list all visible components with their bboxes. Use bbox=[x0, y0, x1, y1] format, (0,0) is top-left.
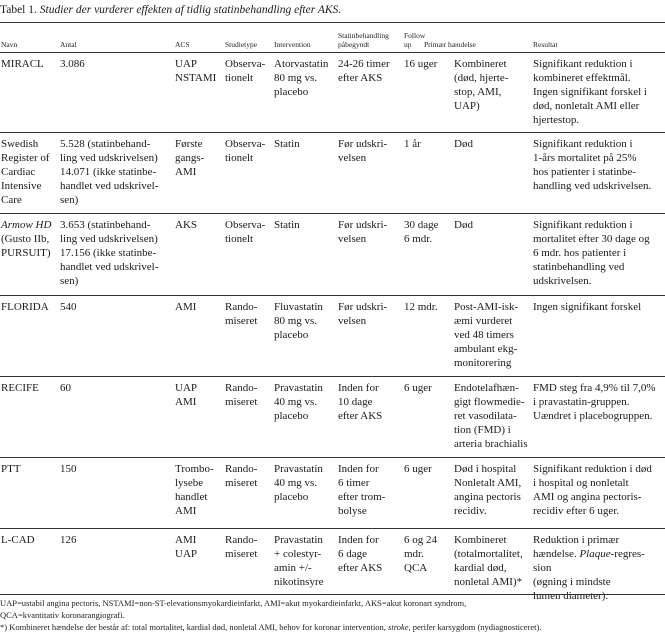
row-recife-navn: RECIFE bbox=[1, 382, 39, 394]
row-ptt-follow: 6 uger bbox=[404, 463, 432, 475]
row-lcad-studietype: Rando- miseret bbox=[225, 534, 258, 560]
row-lcad-statin: Inden for 6 dage efter AKS bbox=[338, 534, 383, 574]
row-florida-studietype: Rando- miseret bbox=[225, 301, 258, 327]
row-divider bbox=[0, 213, 665, 214]
row-armow-studietype: Observa- tionelt bbox=[225, 219, 266, 245]
row-swedish-navn: Swedish Register of Cardiac Intensive Care bbox=[1, 138, 50, 206]
row-florida-follow: 12 mdr. bbox=[404, 301, 438, 313]
header-primaer: Primær hændelse bbox=[424, 40, 476, 49]
row-divider bbox=[0, 528, 665, 529]
row-miracl-acs: UAP NSTAMI bbox=[175, 58, 217, 84]
row-swedish-follow: 1 år bbox=[404, 138, 421, 150]
header-studietype: Studietype bbox=[225, 40, 258, 49]
footnote-abbreviations-2: QCA=kvantitativ koronarangiografi. bbox=[0, 610, 125, 620]
row-swedish-primaer: Død bbox=[454, 138, 473, 150]
row-lcad-primaer: Kombineret (totalmortalitet, kardial død, nonletal AMI)* bbox=[454, 534, 523, 588]
row-lcad-navn: L-CAD bbox=[1, 534, 35, 546]
row-armow-antal: 3.653 (statinbehand- ling ved udskrivelsen) 17.156 (ikke statinbe- handlet ved udskrivel- sen) bbox=[60, 219, 159, 287]
row-florida-resultat: Ingen signifikant forskel bbox=[533, 301, 642, 313]
row-divider bbox=[0, 295, 665, 296]
row-armow-intervention: Statin bbox=[274, 219, 300, 231]
row-florida-statin: Før udskri- velsen bbox=[338, 301, 388, 327]
row-armow-follow: 30 dage 6 mdr. bbox=[404, 219, 439, 245]
row-armow-statin: Før udskri- velsen bbox=[338, 219, 388, 245]
row-ptt-primaer: Død i hospital Nonletalt AMI, angina pectoris recidiv. bbox=[454, 463, 522, 517]
row-armow-acs: AKS bbox=[175, 219, 198, 231]
row-miracl-statin: 24-26 timer efter AKS bbox=[338, 58, 390, 84]
row-ptt-statin: Inden for 6 timer efter trom- bolyse bbox=[338, 463, 386, 517]
row-miracl-intervention: Atorvastatin 80 mg vs. placebo bbox=[274, 58, 329, 98]
row-florida-primaer: Post-AMI-isk- æmi vurderet ved 48 timers ambulant ekg- monitorering bbox=[454, 301, 519, 369]
table-title-prefix: Tabel 1. bbox=[0, 4, 37, 16]
footnote-abbreviations-1: UAP=ustabil angina pectoris, NSTAMI=non-ST-elevationsmyokardieinfarkt, AMI=akut myokardieinfarkt, AKS=akut koronart syndrom, bbox=[0, 598, 467, 608]
row-florida-navn: FLORIDA bbox=[1, 301, 49, 313]
row-ptt-antal: 150 bbox=[60, 463, 77, 475]
header-resultat: Resultat bbox=[533, 40, 558, 49]
header-statin-l2: påbegyndt bbox=[338, 40, 370, 49]
row-florida-antal: 540 bbox=[60, 301, 77, 313]
row-divider bbox=[0, 457, 665, 458]
row-armow-navn: Armow HD (Gusto IIb, PURSUIT) bbox=[1, 219, 52, 259]
table-title-text: Studier der vurderer effekten af tidlig statinbehandling efter AKS. bbox=[39, 4, 342, 16]
row-ptt-studietype: Rando- miseret bbox=[225, 463, 258, 489]
header-statin-l1: Statinbehandling bbox=[338, 31, 389, 40]
row-swedish-antal: 5.528 (statinbehand- ling ved udskrivelsen) 14.071 (ikke statinbe- handlet ved udskrivel- sen) bbox=[60, 138, 159, 206]
header-follow-l2: up bbox=[404, 40, 412, 49]
header-bottom-rule bbox=[0, 52, 665, 53]
row-lcad-follow: 6 og 24 mdr. QCA bbox=[404, 534, 437, 574]
header-follow-l1: Follow bbox=[404, 31, 426, 40]
header-intervention: Intervention bbox=[274, 40, 311, 49]
row-recife-antal: 60 bbox=[60, 382, 71, 394]
row-recife-resultat: FMD steg fra 4,9% til 7,0% i pravastatin-gruppen. Uændret i placebogruppen. bbox=[533, 382, 656, 422]
row-miracl-studietype: Observa- tionelt bbox=[225, 58, 266, 84]
row-lcad-resultat: Reduktion i primær hændelse. Plaque-regres- sion (øgning i mindste lumen diameter). bbox=[533, 534, 645, 602]
row-miracl-antal: 3.086 bbox=[60, 58, 85, 70]
header-acs: ACS bbox=[175, 40, 190, 49]
row-swedish-studietype: Observa- tionelt bbox=[225, 138, 266, 164]
row-swedish-resultat: Signifikant reduktion i 1-års mortalitet på 25% hos patienter i statinbe- handling ved udskrivelsen. bbox=[533, 138, 652, 192]
header-antal: Antal bbox=[60, 40, 77, 49]
row-recife-studietype: Rando- miseret bbox=[225, 382, 258, 408]
row-divider bbox=[0, 376, 665, 377]
row-swedish-acs: Første gangs- AMI bbox=[175, 138, 205, 178]
row-miracl-navn: MIRACL bbox=[1, 58, 44, 70]
row-swedish-statin: Før udskri- velsen bbox=[338, 138, 388, 164]
row-ptt-resultat: Signifikant reduktion i død i hospital og nonletalt AMI og angina pectoris- recidiv efter 6 uger. bbox=[533, 463, 652, 517]
table-bottom-rule bbox=[0, 594, 665, 595]
row-recife-follow: 6 uger bbox=[404, 382, 432, 394]
row-ptt-acs: Trombo- lysebe handlet AMI bbox=[175, 463, 214, 517]
row-lcad-acs: AMI UAP bbox=[175, 534, 198, 560]
row-lcad-antal: 126 bbox=[60, 534, 77, 546]
row-lcad-intervention: Pravastatin + colestyr- amin +/- nikotinsyre bbox=[274, 534, 324, 588]
row-miracl-primaer: Kombineret (død, hjerte- stop, AMI, UAP) bbox=[454, 58, 509, 112]
row-armow-resultat: Signifikant reduktion i mortalitet efter 30 dage og 6 mdr. hos patienter i statinbehandling ved udskrivelsen. bbox=[533, 219, 650, 287]
footnote-combined-event: *) Kombineret hændelse der består af: total mortalitet, kardial død, nonletal AMI, behov for koronar intervention, stroke, perifer karsygdom (nydiagnosticeret). bbox=[0, 622, 542, 632]
table-title bbox=[0, 3, 665, 17]
row-florida-intervention: Fluvastatin 80 mg vs. placebo bbox=[274, 301, 323, 341]
header-navn: Navn bbox=[1, 40, 18, 49]
row-recife-acs: UAP AMI bbox=[175, 382, 198, 408]
row-armow-primaer: Død bbox=[454, 219, 473, 231]
row-swedish-intervention: Statin bbox=[274, 138, 300, 150]
row-ptt-intervention: Pravastatin 40 mg vs. placebo bbox=[274, 463, 323, 503]
row-recife-statin: Inden for 10 dage efter AKS bbox=[338, 382, 383, 422]
row-miracl-follow: 16 uger bbox=[404, 58, 438, 70]
row-recife-primaer: Endotelafhæn- gigt flowmedie- ret vasodilata- tion (FMD) i arteria brachialis bbox=[454, 382, 528, 450]
row-florida-acs: AMI bbox=[175, 301, 197, 313]
row-recife-intervention: Pravastatin 40 mg vs. placebo bbox=[274, 382, 323, 422]
row-miracl-resultat: Signifikant reduktion i kombineret effektmål. Ingen signifikant forskel i død, nonletalt AMI eller hjertestop. bbox=[533, 58, 647, 126]
header-top-rule bbox=[0, 22, 665, 23]
row-ptt-navn: PTT bbox=[1, 463, 21, 475]
row-divider bbox=[0, 132, 665, 133]
